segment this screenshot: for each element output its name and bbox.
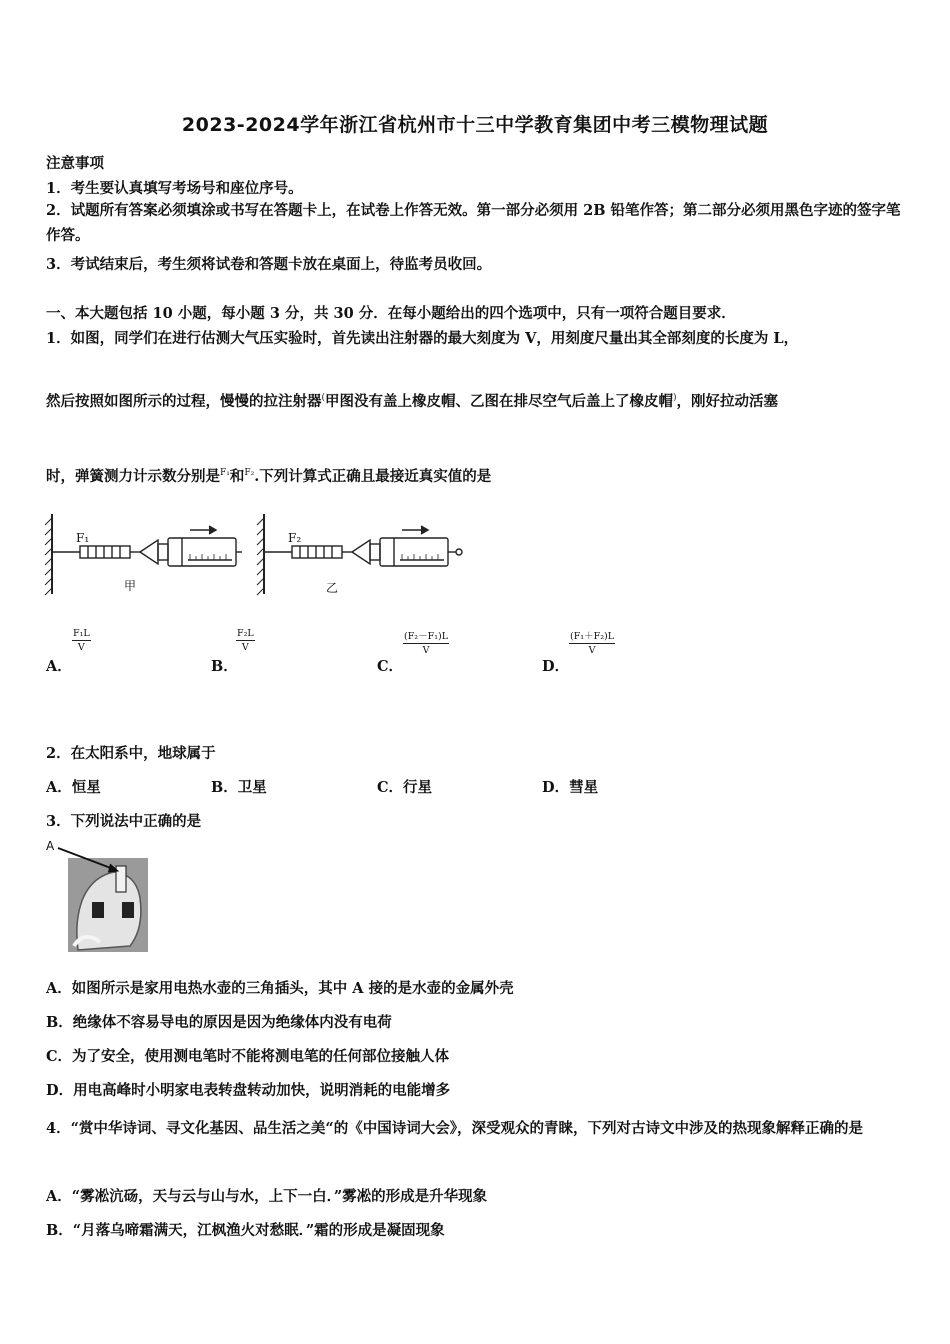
q1-line-2a: 然后按照如图所示的过程，慢慢的拉注射器 (46, 393, 322, 410)
paren-open: ( (321, 393, 326, 404)
plug-label-a: A (46, 839, 55, 853)
f1-symbol: F₁ (220, 468, 230, 479)
jia-caption: 甲 (124, 579, 137, 593)
q2-option-c: C．行星 (377, 779, 433, 796)
q1-option-b-formula (236, 628, 255, 653)
q3-option-b: B．绝缘体不容易导电的原因是因为绝缘体内没有电荷 (46, 1014, 392, 1031)
syringe-diagram-jia (45, 514, 242, 595)
q2-stem: 2．在太阳系中，地球属于 (46, 745, 216, 762)
plug-photo (44, 838, 154, 954)
q3-option-d: D．用电高峰时小明家电表转盘转动加快，说明消耗的电能增多 (46, 1082, 451, 1099)
q2-option-d: D．彗星 (542, 779, 599, 796)
q1-line-3b: .下列计算式正确且最接近真实值的是 (254, 468, 492, 485)
yi-force-label: F₂ (288, 531, 302, 545)
yi-caption: 乙 (326, 581, 339, 595)
frac-den-a: V (77, 642, 85, 653)
notice-item-2: 2．试题所有答案必须填涂或书写在答题卡上，在试卷上作答无效。第一部分必须用 2B 铅笔作答；第二部分必须用黑色字迹的签字笔作答。 (46, 202, 901, 244)
frac-num-b: F₂L (237, 628, 254, 639)
q1-option-b-label: B． (211, 658, 238, 675)
frac-num-c: (F₂－F₁)L (403, 628, 449, 644)
q1-option-d-label: D． (542, 658, 570, 675)
q1-line-2c: ，刚好拉动活塞 (676, 393, 779, 410)
q3-stem: 3．下列说法中正确的是 (46, 813, 202, 830)
q1-option-a-label: A． (46, 658, 72, 675)
q1-line-1: 1．如图，同学们在进行估测大气压实验时，首先读出注射器的最大刻度为 V，用刻度尺量出其全部刻度的长度为 L， (46, 330, 799, 347)
q3-option-a: A．如图所示是家用电热水壶的三角插头，其中 A 接的是水壶的金属外壳 (46, 980, 514, 997)
q2-option-b: B．卫星 (211, 779, 267, 796)
jia-force-label: F₁ (76, 531, 90, 545)
page-title: 2023-2024学年浙江省杭州市十三中学教育集团中考三模物理试题 (181, 114, 769, 136)
paren-close: ) (673, 393, 677, 404)
syringe-figure (40, 508, 470, 600)
q2-option-a: A．恒星 (46, 779, 101, 796)
q1-and: 和 (229, 468, 245, 485)
f2-symbol: F₂ (244, 468, 255, 479)
section-heading: 一、本大题包括 10 小题，每小题 3 分，共 30 分．在每小题给出的四个选项中，只有一项符合题目要求． (46, 305, 736, 322)
notice-item-1: 1．考生要认真填写考场号和座位序号。 (46, 180, 303, 197)
q1-option-c-formula (403, 628, 449, 656)
frac-den-d: V (588, 645, 596, 656)
q1-line-3 (46, 465, 491, 486)
q1-line-2b: 甲图没有盖上橡皮帽、乙图在排尽空气后盖上了橡皮帽 (325, 393, 674, 410)
frac-num-a: F₁L (73, 628, 90, 639)
q1-option-d-formula (569, 628, 615, 656)
q4-option-b: B．“月落乌啼霜满天，江枫渔火对愁眠．”霜的形成是凝固现象 (46, 1222, 445, 1239)
q4-stem: 4．“赏中华诗词、寻文化基因、品生活之美“的《中国诗词大会》，深受观众的青睐，下列对古诗文中涉及的热现象解释正确的是 (46, 1120, 864, 1137)
q4-option-a: A．“雾凇沆砀，天与云与山与水，上下一白．”雾凇的形成是升华现象 (46, 1188, 488, 1205)
notice-heading: 注意事项 (46, 155, 104, 172)
frac-num-d: (F₁＋F₂)L (569, 628, 615, 644)
q3-option-c: C．为了安全，使用测电笔时不能将测电笔的任何部位接触人体 (46, 1048, 450, 1065)
notice-item-3: 3．考试结束后，考生须将试卷和答题卡放在桌面上，待监考员收回。 (46, 256, 492, 273)
q1-line-3a: 时，弹簧测力计示数分别是 (46, 468, 220, 485)
q1-option-c-label: C． (377, 658, 404, 675)
syringe-diagram-yi (257, 514, 462, 595)
q1-option-a-formula (72, 628, 91, 653)
q1-line-2 (46, 390, 778, 411)
frac-den-c: V (422, 645, 430, 656)
frac-den-b: V (241, 642, 249, 653)
